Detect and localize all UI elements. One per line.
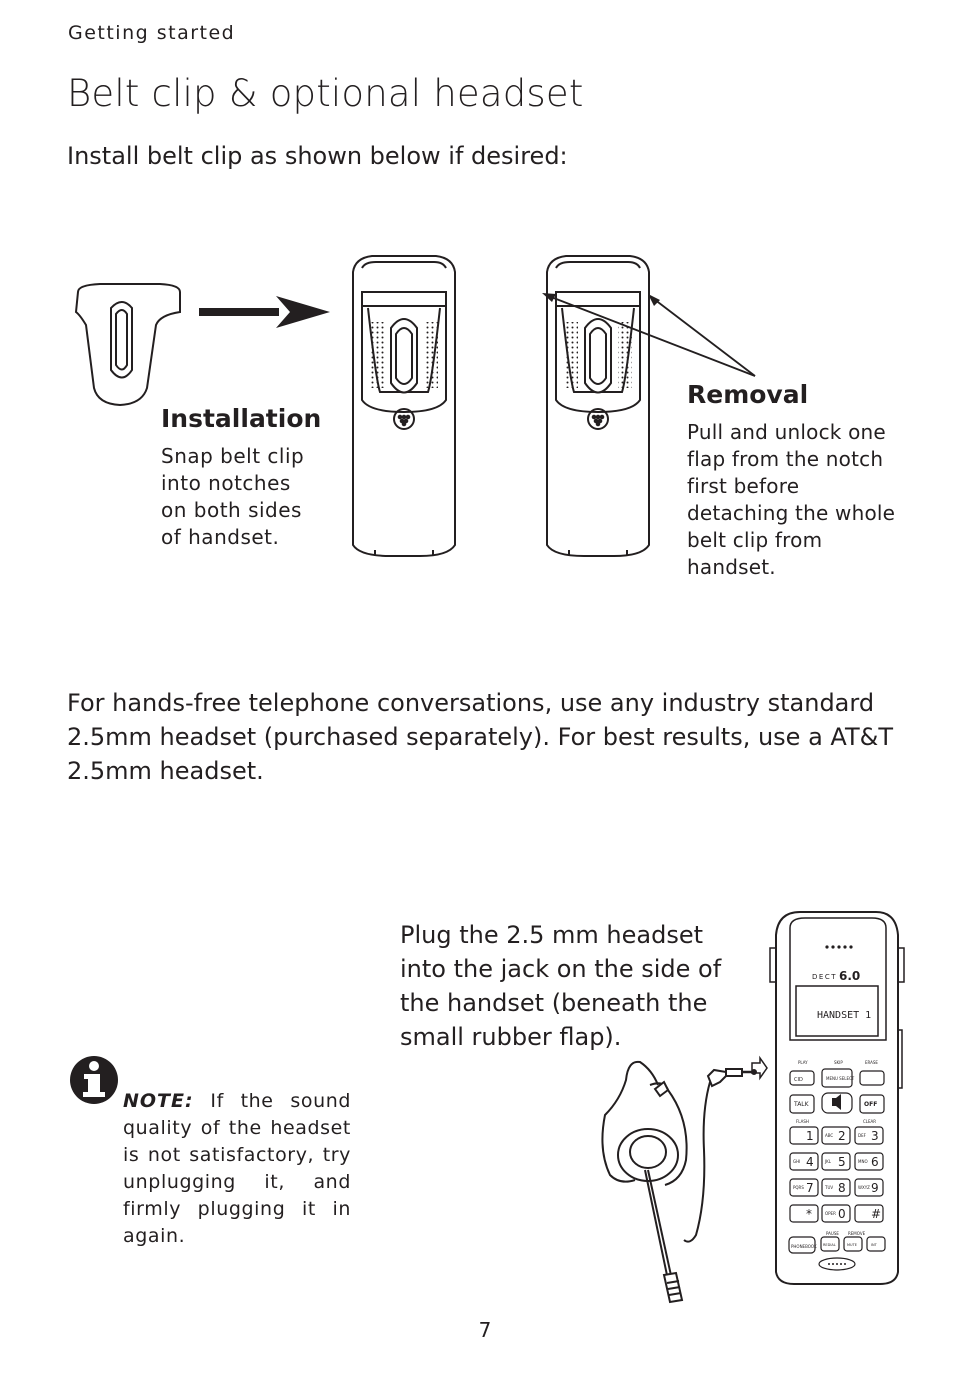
info-icon <box>70 1056 118 1104</box>
note-body: If the sound quality of the headset is not satisfactory, try unplugging it, and firmly plugging it in again. <box>123 1090 352 1247</box>
keypad-key-digit: 6 <box>871 1155 879 1169</box>
keypad-key-digit: 0 <box>838 1207 846 1221</box>
keypad-key-digit: 8 <box>838 1181 846 1195</box>
keypad-key-digit: 4 <box>806 1155 814 1169</box>
keypad-key-letters: ABC <box>825 1133 834 1138</box>
keypad-key-letters: OPER <box>825 1211 836 1216</box>
keypad-key-letters: JKL <box>825 1159 832 1164</box>
remove-label: REMOVE <box>848 1231 866 1236</box>
arrow-right-icon <box>199 296 330 328</box>
phone-brand-version: 6.0 <box>839 969 861 983</box>
handset-removal-illustration <box>542 256 755 556</box>
removal-text: Pull and unlock one flap from the notch first before detaching the whole belt clip from handset. <box>687 420 896 579</box>
keypad-key-digit: 3 <box>871 1129 879 1143</box>
keypad-key-letters: TUV <box>825 1185 834 1190</box>
keypad-key-letters: GHI <box>793 1159 801 1164</box>
keypad-key-letters: MNO <box>858 1159 868 1164</box>
phone-label-erase: ERASE <box>865 1060 878 1065</box>
installation-heading: Installation <box>161 404 322 433</box>
cordless-phone-illustration <box>770 912 904 1284</box>
keypad-key-digit: * <box>806 1207 812 1221</box>
menu-select-button[interactable]: MENU SELECT <box>826 1076 855 1081</box>
phone-brand-prefix: DECT <box>812 973 837 981</box>
pause-label: PAUSE <box>826 1231 839 1236</box>
off-button[interactable]: OFF <box>864 1101 878 1108</box>
phonebook-button[interactable]: PHONEBOOK <box>791 1244 817 1249</box>
handset-installed-illustration <box>353 256 455 556</box>
keypad-key-letters: DEF <box>858 1133 866 1138</box>
keypad-key-letters: WXYZ <box>858 1185 870 1190</box>
installation-text: Snap belt clip into notches on both sides of handset. <box>161 444 305 549</box>
clear-label: CLEAR <box>863 1119 877 1124</box>
keypad-key-digit: 9 <box>871 1181 879 1195</box>
page-title: Belt clip & optional headset <box>67 72 584 115</box>
keypad-key-digit: # <box>871 1207 882 1221</box>
talk-button[interactable]: TALK <box>794 1101 809 1108</box>
keypad-key-digit: 7 <box>806 1181 814 1195</box>
belt-clip-illustration <box>76 284 180 405</box>
note-label: NOTE: <box>123 1090 194 1112</box>
headset-paragraph: For hands-free telephone conversations, use any industry standard 2.5mm headset (purchased separately). For best results, use a AT&T 2.5mm headset. <box>67 689 893 785</box>
page-number: 7 <box>478 1318 492 1342</box>
cid-button[interactable]: CID <box>794 1077 803 1083</box>
keypad-key-digit: 2 <box>838 1129 846 1143</box>
flash-label: FLASH <box>796 1119 809 1124</box>
keypad-key-digit: 5 <box>838 1155 846 1169</box>
phone-screen-text: HANDSET 1 <box>817 1010 872 1021</box>
headset-illustration <box>602 1058 767 1302</box>
redial-button[interactable]: REDIAL <box>823 1243 836 1247</box>
removal-heading: Removal <box>687 380 809 409</box>
mute-button[interactable]: MUTE <box>847 1243 857 1247</box>
phone-label-play: PLAY <box>798 1060 808 1065</box>
plug-instruction: Plug the 2.5 mm headset into the jack on the side of the handset (beneath the small rubber flap). <box>400 921 722 1051</box>
int-button[interactable]: INT <box>871 1243 877 1247</box>
keypad-key-digit: 1 <box>806 1129 814 1143</box>
section-label: Getting started <box>68 22 236 44</box>
phone-label-skip: SKIP <box>834 1060 843 1065</box>
intro-text: Install belt clip as shown below if desired: <box>67 142 568 170</box>
keypad-key-letters: PQRS <box>793 1185 804 1190</box>
